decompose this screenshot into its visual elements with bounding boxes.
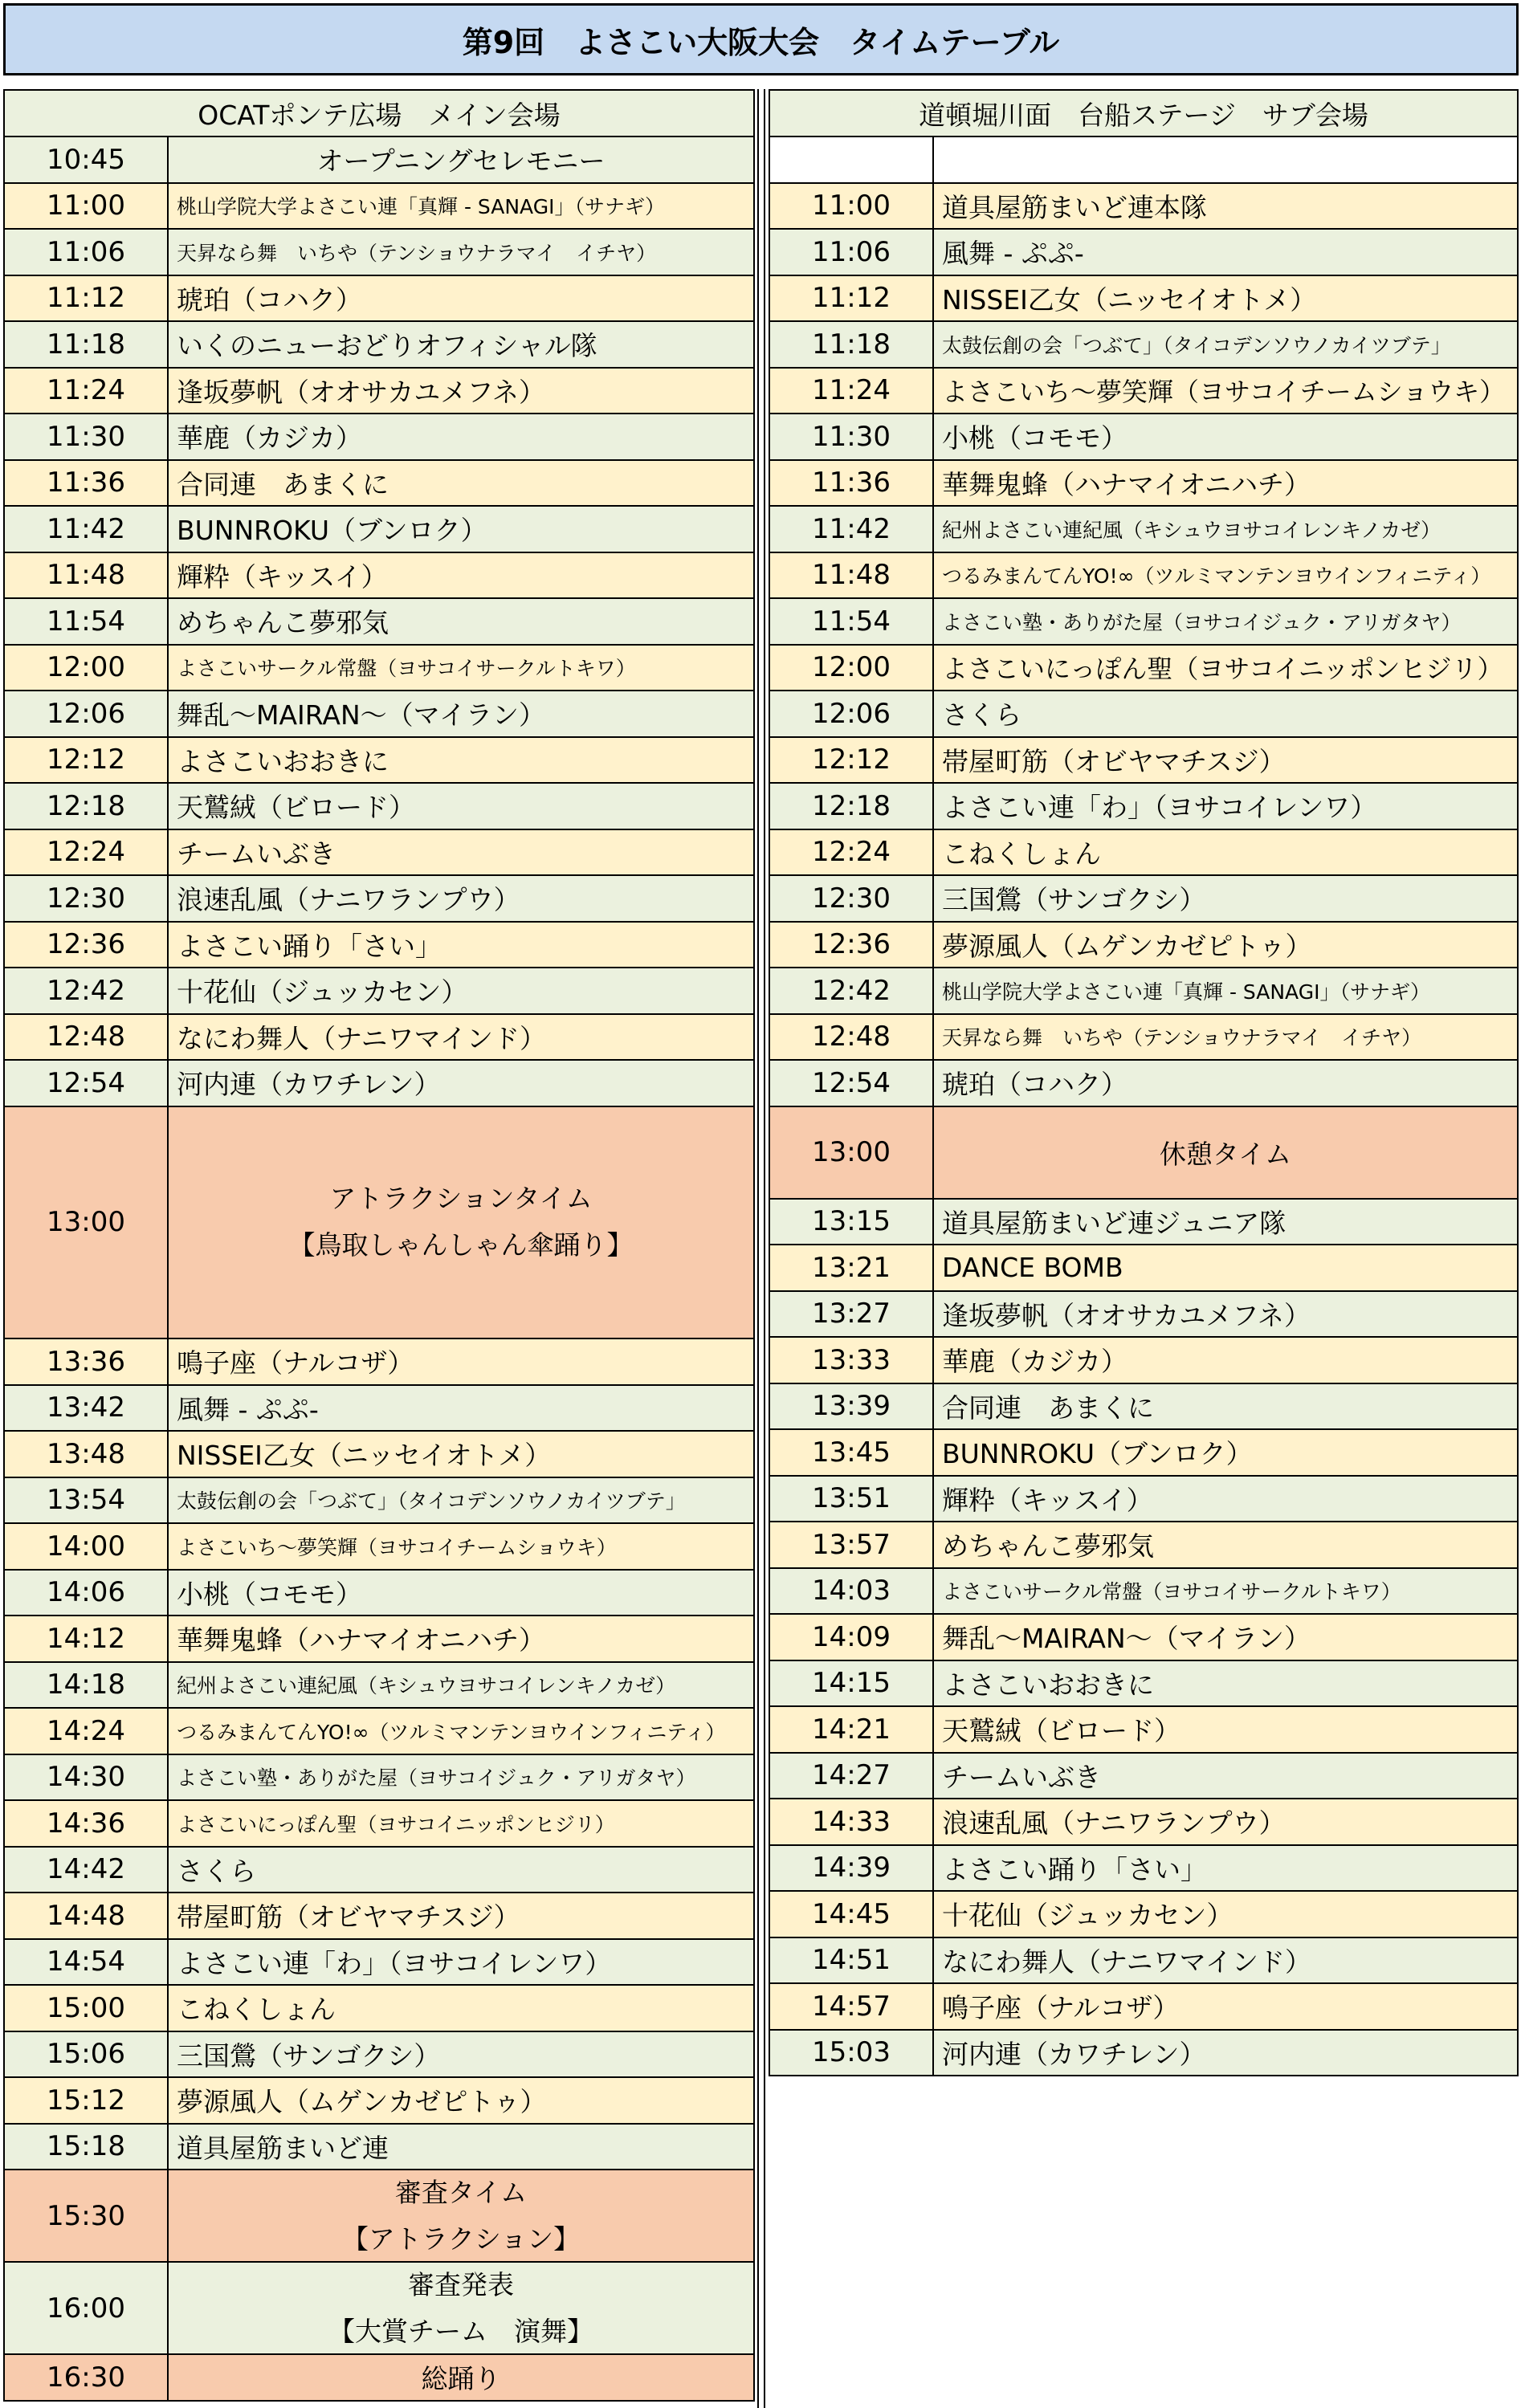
slot-time: 12:48 [5,1015,169,1060]
slot-time: 11:30 [5,414,169,459]
team-name: 三国鶯（サンゴクシ） [942,884,1206,916]
team-name: よさこい踊り「さい」 [177,930,442,962]
team-name: オープニングセレモニー [316,145,606,177]
slot-time: 14:06 [5,1571,169,1616]
schedule-row [769,414,1519,461]
schedule-row [3,369,755,415]
slot-time: 14:33 [770,1799,934,1844]
main-venue-header: OCATポンテ広場 メイン会場 [3,89,755,137]
schedule-row [769,876,1519,923]
slot-time: 15:18 [5,2125,169,2170]
event-title: 審査発表 [408,2268,514,2300]
event-title: 審査タイム [394,2176,528,2208]
event-subtitle: 【大賞チーム 演舞】 [328,2315,593,2347]
schedule-row [769,1477,1519,1523]
slot-time: 12:30 [770,876,934,921]
schedule-row [3,2170,755,2263]
slot-time: 11:12 [770,276,934,321]
schedule-row [769,646,1519,692]
slot-time: 13:21 [770,1245,934,1290]
schedule-row [3,507,755,553]
team-name: 浪速乱風（ナニワランプウ） [942,1807,1286,1840]
schedule-row [3,1616,755,1663]
slot-time: 15:06 [5,2032,169,2077]
schedule-row [3,599,755,646]
team-name: 合同連 あまくに [177,468,389,500]
team-name: 道具屋筋まいど連ジュニア隊 [942,1207,1286,1239]
schedule-row [3,1663,755,1709]
team-name: 風舞 - ぷぷ- [177,1393,319,1425]
team-name: よさこいち〜夢笑輝（ヨサコイチームショウキ） [942,377,1506,408]
team-name: めちゃんこ夢邪気 [177,607,389,639]
schedule-row [769,1661,1519,1708]
slot-time: 14:48 [5,1893,169,1938]
team-name: 舞乱〜MAIRAN〜（マイラン） [942,1623,1311,1655]
team-name: よさこいおおきに [942,1668,1154,1701]
event-title: アトラクションタイム [329,1183,593,1215]
team-name: よさこいサークル常盤（ヨサコイサークルトキワ） [942,1580,1401,1604]
schedule-row [3,1015,755,1061]
team-name: 十花仙（ジュッカセン） [177,976,468,1008]
team-name: つるみまんてんYO!∞（ツルミマンテンヨウインフィニティ） [942,564,1491,589]
slot-time: 12:06 [5,691,169,736]
main-venue-rows [3,137,755,2402]
slot-time: 14:45 [770,1892,934,1937]
team-name: こねくしょん [177,1994,336,2026]
slot-time: 14:42 [5,1848,169,1893]
team-name: 天鷲絨（ビロード） [942,1715,1180,1747]
team-name: なにわ舞人（ナニワマインド） [177,1022,547,1054]
team-name: 道具屋筋まいど連本隊 [942,191,1207,223]
schedule-row [3,322,755,369]
schedule-row [769,369,1519,415]
team-name: 逢坂夢帆（オオサカユメフネ） [177,376,546,408]
team-name: 鳴子座（ナルコザ） [942,1992,1180,2024]
schedule-row [3,553,755,600]
team-name [169,2170,753,2261]
slot-time: 14:21 [770,1707,934,1752]
slot-time: 11:30 [770,414,934,459]
slot-time: 10:45 [5,137,169,182]
slot-time: 12:18 [770,784,934,829]
schedule-row [3,1709,755,1755]
team-name: こねくしょん [942,837,1101,870]
schedule-row [3,184,755,230]
schedule-row [769,968,1519,1015]
team-name: よさこいにっぽん聖（ヨサコイニッポンヒジリ） [942,654,1503,685]
schedule-row [769,1107,1519,1200]
schedule-row [3,1755,755,1802]
team-name: NISSEI乙女（ニッセイオトメ） [177,1440,552,1472]
slot-time: 11:24 [5,369,169,414]
slot-time: 12:24 [5,830,169,875]
team-name: 浪速乱風（ナニワランプウ） [177,884,520,916]
schedule-row [3,1986,755,2032]
schedule-row [769,137,1519,184]
team-name: チームいぶき [177,837,336,870]
schedule-row [3,2078,755,2125]
slot-time: 14:30 [5,1755,169,1800]
page-title: 第9回 よさこい大阪大会 タイムテーブル [3,3,1519,75]
schedule-row [769,1384,1519,1431]
schedule-row [3,691,755,738]
schedule-row [3,738,755,784]
schedule-row [769,784,1519,830]
team-name: 天鷲絨（ビロード） [177,792,415,824]
team-name: 帯屋町筋（オビヤマチスジ） [177,1901,520,1933]
schedule-row [769,1200,1519,1246]
slot-time: 11:36 [5,461,169,506]
team-name: 輝粋（キッスイ） [177,560,388,593]
slot-time: 11:54 [5,599,169,644]
team-name: 華舞鬼蜂（ハナマイオニハチ） [942,468,1311,500]
slot-time: 11:42 [5,507,169,552]
team-name: 華鹿（カジカ） [177,422,362,454]
slot-time: 12:48 [770,1015,934,1060]
schedule-row [769,1846,1519,1893]
slot-time: 12:42 [770,968,934,1013]
schedule-row [3,784,755,830]
schedule-row [769,1338,1519,1384]
schedule-row [3,923,755,969]
team-name: よさこい塾・ありがた屋（ヨサコイジュク・アリガタヤ） [177,1766,696,1791]
schedule-row [3,1386,755,1432]
slot-time: 12:36 [770,923,934,968]
team-name: 三国鶯（サンゴクシ） [177,2039,441,2072]
schedule-row [3,1432,755,1478]
team-name: 帯屋町筋（オビヤマチスジ） [942,745,1286,777]
schedule-row [3,1940,755,1986]
schedule-row [769,1799,1519,1846]
team-name: 桃山学院大学よさこい連「真輝 - SANAGI」（サナギ） [942,980,1430,1004]
slot-time [770,137,934,182]
schedule-row [3,461,755,507]
team-name: いくのニューおどりオフィシャル隊 [177,330,597,362]
slot-time: 13:48 [5,1432,169,1477]
schedule-row [3,276,755,323]
schedule-row [769,461,1519,507]
team-name: 河内連（カワチレン） [177,1069,441,1101]
sub-venue-header: 道頓堀川面 台船ステージ サブ会場 [769,89,1519,137]
schedule-row [769,691,1519,738]
slot-time: 15:30 [5,2170,169,2261]
slot-time: 11:00 [770,184,934,229]
schedule-row [3,1848,755,1894]
slot-time: 13:33 [770,1338,934,1383]
schedule-row [769,322,1519,369]
schedule-row [3,1524,755,1571]
slot-time: 11:18 [5,322,169,367]
sub-venue-rows [769,137,1519,2076]
team-name: 華鹿（カジカ） [942,1346,1127,1378]
team-name [169,2263,753,2353]
team-name: チームいぶき [942,1761,1101,1793]
slot-time: 11:12 [5,276,169,321]
slot-time: 12:30 [5,876,169,921]
main-venue-column [3,89,755,2402]
slot-time: 13:51 [770,1477,934,1522]
slot-time: 14:15 [770,1661,934,1706]
schedule-row [3,830,755,877]
slot-time: 12:36 [5,923,169,968]
slot-time: 14:00 [5,1524,169,1569]
slot-time: 14:27 [770,1754,934,1799]
team-name: 桃山学院大学よさこい連「真輝 - SANAGI」（サナギ） [177,195,665,219]
team-name: よさこいち〜夢笑輝（ヨサコイチームショウキ） [177,1535,617,1559]
schedule-row [769,507,1519,553]
schedule-row [3,2125,755,2171]
slot-time: 12:06 [770,691,934,736]
sub-venue-column [769,89,1519,2076]
slot-time: 13:42 [5,1386,169,1431]
slot-time: 15:12 [5,2078,169,2123]
slot-time: 14:54 [5,1940,169,1985]
team-name: よさこい塾・ありがた屋（ヨサコイジュク・アリガタヤ） [942,610,1462,634]
team-name: さくら [942,699,1021,731]
team-name: 華舞鬼蜂（ハナマイオニハチ） [177,1624,546,1656]
team-name: 鳴子座（ナルコザ） [177,1347,414,1379]
team-name: よさこい連「わ」（ヨサコイレンワ） [177,1947,612,1979]
schedule-row [3,2032,755,2079]
team-name [169,1107,753,1338]
schedule-row [769,2031,1519,2077]
slot-time: 12:12 [770,738,934,783]
team-name: 夢源風人（ムゲンカゼピトゥ） [177,2086,547,2118]
slot-time: 12:54 [5,1061,169,1106]
team-name: めちゃんこ夢邪気 [942,1530,1154,1563]
slot-time: 12:18 [5,784,169,829]
team-name: 総踊り [421,2363,501,2395]
slot-time: 13:39 [770,1384,934,1429]
schedule-row [3,1339,755,1386]
schedule-row [769,1984,1519,2031]
schedule-row [769,184,1519,230]
team-name: 十花仙（ジュッカセン） [942,1900,1233,1932]
schedule-row [769,1707,1519,1754]
schedule-row [3,230,755,276]
slot-time: 12:00 [770,646,934,691]
schedule-row [769,276,1519,323]
slot-time: 12:42 [5,968,169,1013]
slot-time: 16:30 [5,2355,169,2400]
team-name: BUNNROKU（ブンロク） [177,515,487,547]
schedule-row [769,1938,1519,1985]
slot-time: 12:54 [770,1061,934,1106]
team-name: なにわ舞人（ナニワマインド） [942,1946,1312,1978]
schedule-row [3,2263,755,2355]
slot-time: 14:03 [770,1569,934,1614]
slot-time: 13:27 [770,1292,934,1337]
slot-time: 11:06 [5,230,169,275]
schedule-row [3,1061,755,1107]
slot-time: 12:24 [770,830,934,875]
team-name: さくら [177,1855,256,1887]
slot-time: 15:03 [770,2031,934,2076]
schedule-row [3,2355,755,2402]
schedule-row [769,1522,1519,1569]
schedule-row [769,1615,1519,1661]
team-name: 小桃（コモモ） [177,1578,362,1610]
team-name: 小桃（コモモ） [942,422,1127,454]
team-name: 天昇なら舞 いちや（テンショウナラマイ イチヤ） [177,241,657,265]
team-name: NISSEI乙女（ニッセイオトメ） [942,283,1317,316]
schedule-row [3,646,755,692]
team-name: BUNNROKU（ブンロク） [942,1438,1253,1470]
slot-time: 13:15 [770,1200,934,1245]
schedule-row [769,1015,1519,1061]
slot-time: 13:57 [770,1522,934,1567]
schedule-row [769,599,1519,646]
schedule-row [769,1061,1519,1107]
slot-time: 11:54 [770,599,934,644]
slot-time: 16:00 [5,2263,169,2353]
slot-time: 13:54 [5,1478,169,1523]
team-name: 琥珀（コハク） [942,1069,1127,1101]
team-name: 紀州よさこい連紀風（キシュウヨサコイレンキノカゼ） [942,518,1441,542]
slot-time: 14:18 [5,1663,169,1708]
team-name: よさこい連「わ」（ヨサコイレンワ） [942,792,1377,824]
schedule-row [3,1801,755,1848]
slot-time: 11:06 [770,230,934,275]
schedule-row [769,1754,1519,1800]
schedule-row [769,1245,1519,1292]
team-name: よさこいおおきに [177,745,389,777]
schedule-row [3,414,755,461]
team-name: 太鼓伝創の会「つぶて」（タイコデンソウノカイツブテ」 [942,333,1451,357]
team-name: よさこいサークル常盤（ヨサコイサークルトキワ） [177,657,636,681]
slot-time: 14:57 [770,1984,934,2029]
slot-time: 14:09 [770,1615,934,1660]
team-name: 逢坂夢帆（オオサカユメフネ） [942,1299,1311,1331]
schedule-row [769,1569,1519,1616]
schedule-row [769,553,1519,600]
team-name: 舞乱〜MAIRAN〜（マイラン） [177,699,545,731]
team-name: 天昇なら舞 いちや（テンショウナラマイ イチヤ） [942,1026,1422,1050]
slot-time: 14:12 [5,1616,169,1661]
team-name: DANCE BOMB [942,1252,1123,1284]
team-name: 琥珀（コハク） [177,283,362,316]
slot-time: 13:00 [5,1107,169,1338]
schedule-row [3,137,755,184]
slot-time: 11:48 [770,553,934,598]
slot-time: 12:00 [5,646,169,691]
schedule-row [769,923,1519,969]
slot-time: 14:24 [5,1709,169,1754]
team-name: 太鼓伝創の会「つぶて」（タイコデンソウノカイツブテ」 [177,1489,686,1514]
slot-time: 11:18 [770,322,934,367]
team-name: 合同連 あまくに [942,1391,1154,1424]
slot-time: 11:42 [770,507,934,552]
team-name: 休憩タイム [1159,1138,1292,1170]
schedule-row [769,1430,1519,1477]
schedule-row [3,876,755,923]
team-name: よさこいにっぽん聖（ヨサコイニッポンヒジリ） [177,1812,615,1836]
schedule-row [3,1571,755,1617]
schedule-row [769,1892,1519,1938]
slot-time: 14:39 [770,1846,934,1891]
event-subtitle: 【アトラクション】 [341,2223,581,2255]
team-name: 風舞 - ぷぷ- [942,238,1084,270]
schedule-row [3,1893,755,1940]
slot-time: 13:45 [770,1430,934,1475]
event-subtitle: 【鳥取しゃんしゃん傘踊り】 [288,1229,634,1261]
slot-time: 11:36 [770,461,934,506]
slot-time: 12:12 [5,738,169,783]
team-name: つるみまんてんYO!∞（ツルミマンテンヨウインフィニティ） [177,1720,726,1744]
schedule-row [3,1478,755,1525]
column-divider [755,89,769,2408]
slot-time: 11:48 [5,553,169,598]
team-name: 河内連（カワチレン） [942,2038,1206,2070]
slot-time: 14:51 [770,1938,934,1983]
team-name: 紀州よさこい連紀風（キシュウヨサコイレンキノカゼ） [177,1674,676,1698]
team-name: 輝粋（キッスイ） [942,1484,1153,1516]
schedule-row [769,1292,1519,1338]
schedule-row [769,230,1519,276]
slot-time: 11:00 [5,184,169,229]
slot-time: 13:00 [770,1107,934,1198]
slot-time: 11:24 [770,369,934,414]
team-name [934,137,1517,182]
slot-time: 14:36 [5,1801,169,1846]
schedule-row [769,738,1519,784]
slot-time: 13:36 [5,1339,169,1384]
team-name: 夢源風人（ムゲンカゼピトゥ） [942,930,1312,962]
team-name: よさこい踊り「さい」 [942,1853,1207,1885]
schedule-row [769,830,1519,877]
schedule-row [3,968,755,1015]
schedule-row [3,1107,755,1340]
slot-time: 15:00 [5,1986,169,2031]
team-name: 道具屋筋まいど連 [177,2132,389,2164]
